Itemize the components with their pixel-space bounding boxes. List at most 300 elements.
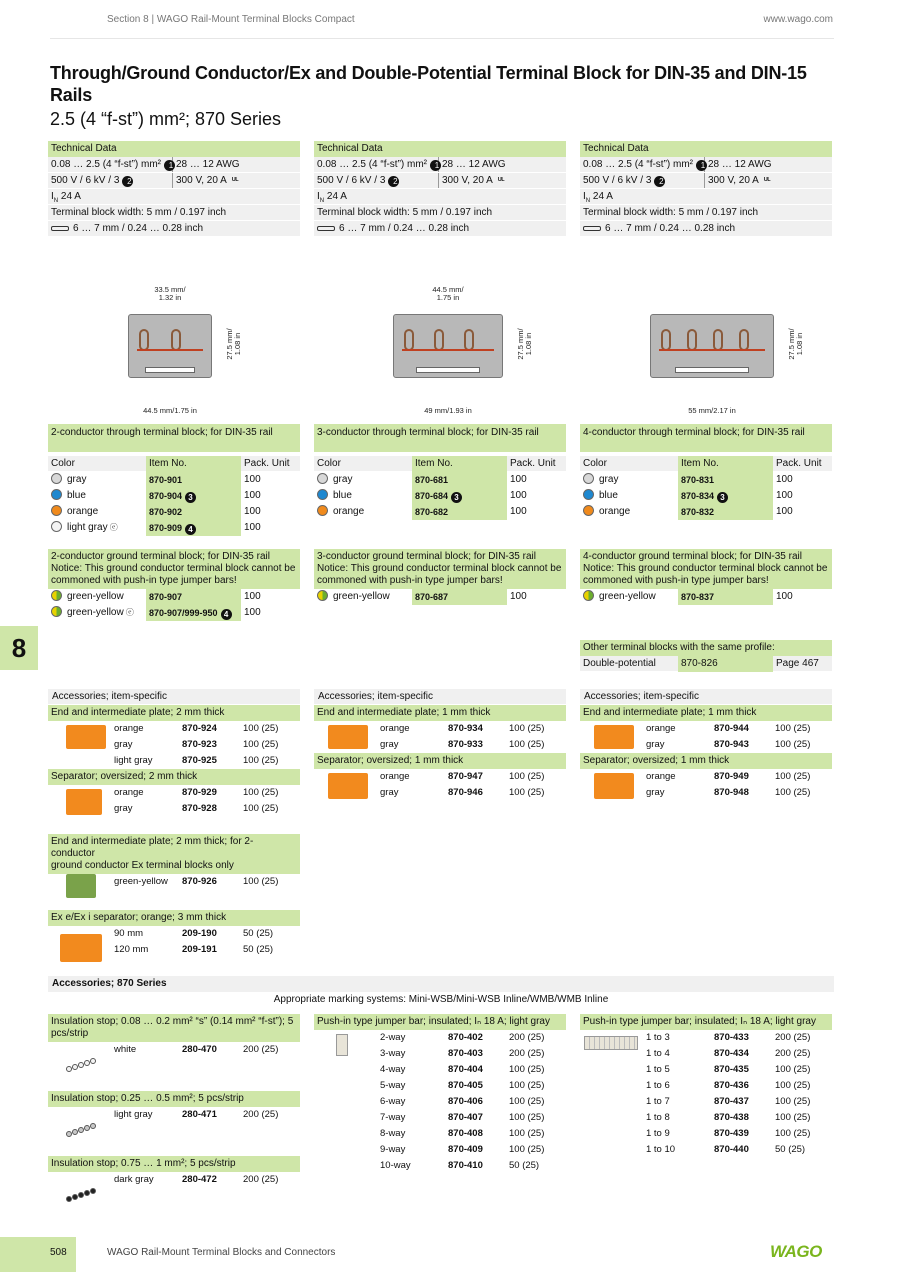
jumper-item[interactable]: 870-438 (714, 1112, 749, 1123)
jumper-item[interactable]: 870-439 (714, 1128, 749, 1139)
through-heading: 4-conductor through terminal block; for DIN-35 rail (580, 424, 832, 452)
jumper-pack: 200 (25) (775, 1032, 811, 1043)
ground-heading-line: 4-conductor ground terminal block; for DIN-35 rail (583, 551, 802, 562)
acc-color: orange (114, 787, 144, 798)
pack-unit: 100 (244, 474, 261, 485)
pack-unit: 100 (776, 591, 793, 602)
acc-color: orange (646, 723, 676, 734)
item-number[interactable] (146, 472, 241, 488)
jumper-row (314, 1094, 566, 1110)
acc-color: gray (646, 787, 665, 798)
item-number[interactable] (146, 520, 241, 536)
ins-heading (48, 1156, 300, 1172)
clamp-slot (171, 329, 181, 351)
ins-color: white (114, 1044, 137, 1055)
color-swatch (51, 590, 62, 601)
jumper-item[interactable]: 870-436 (714, 1080, 749, 1091)
item-number-text: 870-907 (149, 592, 183, 602)
acc-color: orange (114, 723, 144, 734)
jumper-row (580, 1062, 832, 1078)
tech-row-voltage (48, 173, 300, 189)
jumper-rows (314, 1030, 566, 1174)
dim-side-label: 27.5 mm/ 1.08 in (516, 328, 533, 360)
jumper-pack: 100 (25) (775, 1096, 811, 1107)
item-number-text: 870-832 (681, 507, 715, 517)
product-row (48, 488, 300, 504)
ex-plate-pack: 100 (25) (243, 876, 279, 887)
jumper-item[interactable]: 870-410 (448, 1160, 483, 1171)
busbar (137, 349, 203, 351)
clamp-slot (139, 329, 149, 351)
acc-item[interactable]: 870-933 (448, 739, 483, 750)
acc-pack: 100 (25) (509, 723, 545, 734)
note-1-icon: 1 (164, 160, 175, 171)
tech-awg: 28 … 12 AWG (708, 159, 772, 170)
acc-item[interactable]: 870-923 (182, 739, 217, 750)
insulation-stop-image (66, 1123, 300, 1141)
col-pack: Pack. Unit (776, 458, 822, 469)
product-row (48, 504, 300, 520)
insulation-stop-image (66, 1058, 300, 1076)
tech-heading: Technical Data (48, 141, 300, 157)
ins-item[interactable]: 280-471 (182, 1109, 217, 1120)
color-name: green-yellow (599, 591, 656, 602)
item-number-text: 870-831 (681, 475, 715, 485)
acc-pack: 100 (25) (509, 771, 545, 782)
insulation-stop (48, 1091, 300, 1141)
jumper-pack: 100 (25) (509, 1096, 545, 1107)
ins-heading-line: Insulation stop; 0.75 … 1 mm²; 5 pcs/strip (51, 1158, 236, 1169)
acc-color: gray (114, 803, 133, 814)
col-pack: Pack. Unit (244, 458, 290, 469)
jumper-pack: 200 (25) (509, 1048, 545, 1059)
ground-heading-line: Notice: This ground conductor terminal block cannot be (583, 563, 828, 574)
color-name: gray (599, 474, 619, 485)
acc-group (580, 721, 832, 753)
item-number[interactable] (678, 472, 773, 488)
terminal-block-image (128, 314, 212, 378)
acc-group-heading: End and intermediate plate; 1 mm thick (314, 705, 566, 721)
item-number-text: 870-904 (149, 491, 183, 501)
jumper-item[interactable]: 870-440 (714, 1144, 749, 1155)
color-swatch (583, 489, 594, 500)
jumper-item[interactable]: 870-404 (448, 1064, 483, 1075)
dim-side-label: 27.5 mm/ 1.08 in (225, 328, 242, 360)
page-title: Through/Ground Conductor/Ex and Double-Potential Terminal Block for DIN-35 and DIN-15 Rails (50, 63, 807, 105)
through-table (48, 424, 300, 536)
color-swatch (51, 606, 62, 617)
ex-separator (48, 910, 300, 958)
color-swatch (583, 473, 594, 484)
jumper-item[interactable]: 870-405 (448, 1080, 483, 1091)
acc-color: gray (380, 739, 399, 750)
ground-heading (48, 549, 300, 589)
acc-color: orange (380, 771, 410, 782)
tech-width: Terminal block width: 5 mm / 0.197 inch (317, 207, 493, 218)
jumper-pack: 100 (25) (775, 1064, 811, 1075)
ground-heading-line: Notice: This ground conductor terminal block cannot be (51, 563, 296, 574)
col-color: Color (583, 458, 607, 469)
color-swatch (317, 505, 328, 516)
jumper-ways: 1 to 10 (646, 1144, 676, 1155)
pack-unit: 100 (244, 522, 261, 533)
tech-awg: 28 … 12 AWG (176, 159, 240, 170)
tech-row-wire (314, 157, 566, 173)
tech-strip: 6 … 7 mm / 0.24 … 0.28 inch (605, 223, 736, 234)
ex-separator-image (60, 934, 102, 962)
ex-plate-image (66, 874, 96, 898)
acc-group-heading: End and intermediate plate; 1 mm thick (580, 705, 832, 721)
tech-row-strip (314, 221, 566, 237)
ins-pack: 200 (25) (243, 1044, 279, 1055)
clamp-slot (434, 329, 444, 351)
jumper-row (580, 1142, 832, 1158)
jumper-pack: 100 (25) (509, 1112, 545, 1123)
tech-row-current (580, 189, 832, 205)
rail-slot (416, 367, 481, 373)
dim-top-label: 33.5 mm/ 1.32 in (154, 285, 186, 302)
ground-table (48, 549, 300, 621)
through-table (314, 424, 566, 520)
color-name: green-yellow (333, 591, 390, 602)
note-2-icon: 2 (122, 176, 133, 187)
strip-length-icon (583, 226, 601, 231)
jumper-item[interactable]: 870-434 (714, 1048, 749, 1059)
tech-voltage: 500 V / 6 kV / 3 2 (580, 173, 705, 188)
other-row (580, 656, 832, 672)
color-swatch (317, 489, 328, 500)
acc-color: orange (646, 771, 676, 782)
note-icon: 3 (451, 492, 462, 503)
acc-item[interactable]: 870-925 (182, 755, 217, 766)
jumper-pack: 100 (25) (509, 1064, 545, 1075)
acc-item[interactable]: 870-946 (448, 787, 483, 798)
jumper-ways: 1 to 6 (646, 1080, 670, 1091)
busbar (659, 349, 765, 351)
pack-unit: 100 (776, 474, 793, 485)
dim-bottom-label: 55 mm/2.17 in (688, 406, 736, 415)
ins-item[interactable]: 280-470 (182, 1044, 217, 1055)
dim-top-label: 44.5 mm/ 1.75 in (432, 285, 464, 302)
clamp-slot (739, 329, 749, 351)
accessories-specific (580, 689, 832, 801)
tech-strip: 6 … 7 mm / 0.24 … 0.28 inch (73, 223, 204, 234)
tech-ul-rating: 300 V, 20 A ᵁᴸ (176, 175, 239, 186)
jumper-ways: 9-way (380, 1144, 406, 1155)
other-heading: Other terminal blocks with the same profile: (580, 640, 832, 656)
item-number-text: 870-902 (149, 507, 183, 517)
color-cell (314, 504, 364, 520)
tech-row-wire (580, 157, 832, 173)
ground-heading-line: commoned with push-in type jumper bars! (51, 575, 237, 586)
ins-heading-line: pcs/strip (51, 1028, 89, 1039)
through-heading: 2-conductor through terminal block; for DIN-35 rail (48, 424, 300, 452)
acc-item[interactable]: 870-948 (714, 787, 749, 798)
end-plate-image (66, 725, 106, 749)
acc-pack: 100 (25) (775, 787, 811, 798)
acc-row (48, 753, 300, 769)
jumper-bar-table (314, 1014, 566, 1174)
acc-pack: 100 (25) (243, 723, 279, 734)
tech-ul-rating: 300 V, 20 A ᵁᴸ (708, 175, 771, 186)
item-number[interactable] (412, 472, 507, 488)
column-header-row (314, 456, 566, 472)
ground-heading-line: 3-conductor ground terminal block; for DIN-35 rail (317, 551, 536, 562)
jumper-row (314, 1158, 566, 1174)
acc-group-heading: End and intermediate plate; 2 mm thick (48, 705, 300, 721)
acc-item[interactable]: 870-949 (714, 771, 749, 782)
dim-bottom-label: 44.5 mm/1.75 in (143, 406, 197, 415)
color-swatch (317, 590, 328, 601)
acc-heading: Accessories; item-specific (48, 689, 300, 705)
color-cell (48, 504, 98, 520)
current-label: $I_N$ (317, 191, 325, 204)
product-row (314, 589, 566, 605)
product-row (48, 589, 300, 605)
color-name: blue (599, 490, 618, 501)
end-plate-image (328, 725, 368, 749)
color-swatch (51, 473, 62, 484)
clamp-slot (687, 329, 697, 351)
acc-pack: 100 (25) (243, 739, 279, 750)
jumper-item[interactable]: 870-437 (714, 1096, 749, 1107)
color-swatch (51, 489, 62, 500)
clamp-slot (404, 329, 414, 351)
tech-wire-range: 0.08 … 2.5 (4 “f-st”) mm² 1 (580, 157, 705, 172)
ground-heading-line: commoned with push-in type jumper bars! (317, 575, 503, 586)
jumper-pack: 100 (25) (775, 1080, 811, 1091)
color-name: green-yellow (67, 607, 124, 618)
insulation-stop (48, 1014, 300, 1076)
note-icon: 4 (221, 609, 232, 620)
note-2-icon: 2 (654, 176, 665, 187)
tech-heading: Technical Data (580, 141, 832, 157)
product-row (314, 504, 566, 520)
item-number[interactable] (146, 589, 241, 605)
other-blocks (580, 640, 832, 672)
tech-row-current (48, 189, 300, 205)
jumper-item[interactable]: 870-402 (448, 1032, 483, 1043)
acc-group (48, 721, 300, 769)
jumper-row (314, 1046, 566, 1062)
acc870-heading: Accessories; 870 Series (48, 976, 834, 992)
acc-color: gray (114, 739, 133, 750)
dim-bottom-label: 49 mm/1.93 in (424, 406, 472, 415)
strip-length-icon (51, 226, 69, 231)
item-number[interactable] (412, 504, 507, 520)
note-1-icon: 1 (430, 160, 441, 171)
acc-item[interactable]: 870-928 (182, 803, 217, 814)
tech-table (580, 141, 832, 237)
color-name: light gray (67, 522, 108, 533)
col-item: Item No. (146, 456, 241, 472)
ins-color: light gray (114, 1109, 153, 1120)
jumper-pack: 200 (25) (775, 1048, 811, 1059)
col-item: Item No. (678, 456, 773, 472)
item-number-text: 870-907/999-950 (149, 608, 218, 618)
jumper-bar-image (584, 1036, 638, 1050)
item-number[interactable] (678, 488, 773, 504)
tech-row-width (314, 205, 566, 221)
color-cell (314, 488, 352, 504)
jumper-pack: 100 (25) (775, 1128, 811, 1139)
acc-pack: 100 (25) (243, 755, 279, 766)
jumper-ways: 1 to 7 (646, 1096, 670, 1107)
header-url[interactable]: www.wago.com (763, 14, 833, 25)
ex-sep-heading: Ex e/Ex i separator; orange; 3 mm thick (48, 910, 300, 926)
column-header-row (580, 456, 832, 472)
item-number[interactable] (412, 589, 507, 605)
tech-current: 24 A (326, 191, 347, 202)
item-number[interactable] (678, 504, 773, 520)
acc-color: gray (380, 787, 399, 798)
insulation-stop-image (66, 1188, 300, 1206)
acc-pack: 100 (25) (243, 803, 279, 814)
color-swatch (317, 473, 328, 484)
jumper-item[interactable]: 870-409 (448, 1144, 483, 1155)
ins-color: dark gray (114, 1174, 154, 1185)
color-name: orange (333, 506, 365, 517)
pack-unit: 100 (244, 506, 261, 517)
jumper-item[interactable]: 870-403 (448, 1048, 483, 1059)
ex-plate-line1: End and intermediate plate; 2 mm thick; for 2-conductor (51, 836, 254, 859)
item-number[interactable] (146, 504, 241, 520)
accessories-specific (314, 689, 566, 801)
ex-plate-item: 870-926 (182, 876, 217, 887)
acc-pack: 100 (25) (243, 787, 279, 798)
jumper-ways: 5-way (380, 1080, 406, 1091)
ex-mark-icon: ⓔ (123, 608, 134, 617)
jumper-item[interactable]: 870-435 (714, 1064, 749, 1075)
product-row (314, 472, 566, 488)
color-name: green-yellow (67, 591, 124, 602)
acc-item[interactable]: 870-934 (448, 723, 483, 734)
tech-strip: 6 … 7 mm / 0.24 … 0.28 inch (339, 223, 470, 234)
note-icon: 4 (185, 524, 196, 535)
acc-group (314, 721, 566, 753)
section-tab[interactable]: 8 (0, 626, 38, 670)
jumper-ways: 1 to 8 (646, 1112, 670, 1123)
page-number: 508 (50, 1247, 67, 1258)
product-row (48, 520, 300, 536)
jumper-item[interactable]: 870-406 (448, 1096, 483, 1107)
tech-row-strip (48, 221, 300, 237)
jumper-ways: 10-way (380, 1160, 411, 1171)
ul-mark-icon: ᵁᴸ (229, 176, 239, 185)
product-row (580, 488, 832, 504)
color-cell (48, 520, 118, 536)
acc-item[interactable]: 870-947 (448, 771, 483, 782)
ex-sep-item[interactable]: 209-190 (182, 928, 217, 939)
jumper-ways: 6-way (380, 1096, 406, 1107)
jumper-pack: 100 (25) (509, 1080, 545, 1091)
jumper-row (314, 1030, 566, 1046)
color-name: gray (67, 474, 87, 485)
jumper-row (314, 1110, 566, 1126)
tech-row-width (580, 205, 832, 221)
acc-pack: 100 (25) (775, 723, 811, 734)
jumper-bar-image (336, 1034, 348, 1056)
acc-item[interactable]: 870-929 (182, 787, 217, 798)
jumper-pack: 50 (25) (509, 1160, 540, 1171)
ex-sep-item[interactable]: 209-191 (182, 944, 217, 955)
tech-wire-range: 0.08 … 2.5 (4 “f-st”) mm² 1 (48, 157, 173, 172)
ground-heading (580, 549, 832, 589)
jumper-pack: 100 (25) (509, 1128, 545, 1139)
item-number[interactable] (678, 589, 773, 605)
ex-sep-length: 120 mm (114, 944, 149, 955)
other-item: 870-826 (678, 656, 773, 672)
ins-pack: 200 (25) (243, 1109, 279, 1120)
pack-unit: 100 (244, 490, 261, 501)
acc-item[interactable]: 870-924 (182, 723, 217, 734)
jumper-ways: 1 to 5 (646, 1064, 670, 1075)
acc-item[interactable]: 870-944 (714, 723, 749, 734)
color-swatch (51, 521, 62, 532)
color-cell (580, 589, 656, 605)
header-section: Section 8 | WAGO Rail-Mount Terminal Blocks Compact (107, 14, 355, 25)
ul-mark-icon: ᵁᴸ (495, 176, 505, 185)
item-number[interactable] (412, 488, 507, 504)
jumper-item[interactable]: 870-433 (714, 1032, 749, 1043)
strip-length-icon (317, 226, 335, 231)
ex-sep-pack: 50 (25) (243, 944, 274, 955)
jumper-item[interactable]: 870-407 (448, 1112, 483, 1123)
jumper-row (580, 1094, 832, 1110)
separator-image (594, 773, 634, 799)
jumper-item[interactable]: 870-408 (448, 1128, 483, 1139)
item-number[interactable] (146, 605, 241, 621)
dim-side-label: 27.5 mm/ 1.08 in (787, 328, 804, 360)
terminal-block-image (650, 314, 774, 378)
jumper-row (580, 1126, 832, 1142)
other-page-link[interactable]: Page 467 (776, 658, 819, 669)
ex-mark-icon: ⓔ (107, 523, 118, 532)
ground-heading-line: Notice: This ground conductor terminal block cannot be (317, 563, 562, 574)
product-row (48, 472, 300, 488)
jumper-ways: 1 to 3 (646, 1032, 670, 1043)
header-divider (50, 38, 834, 39)
footer-text: WAGO Rail-Mount Terminal Blocks and Connectors (107, 1247, 336, 1258)
jumper-heading: Push-in type jumper bar; insulated; Iₙ 18 A; light gray (314, 1014, 566, 1030)
jumper-row (314, 1078, 566, 1094)
item-number-text: 870-909 (149, 523, 183, 533)
jumper-ways: 4-way (380, 1064, 406, 1075)
color-cell (580, 504, 630, 520)
jumper-pack: 100 (25) (509, 1144, 545, 1155)
acc-pack: 100 (25) (509, 787, 545, 798)
color-swatch (583, 505, 594, 516)
note-icon: 3 (717, 492, 728, 503)
busbar (402, 349, 494, 351)
item-number-text: 870-837 (681, 592, 715, 602)
acc-pack: 100 (25) (775, 739, 811, 750)
acc-item[interactable]: 870-943 (714, 739, 749, 750)
tech-heading: Technical Data (314, 141, 566, 157)
ins-item[interactable]: 280-472 (182, 1174, 217, 1185)
color-name: orange (599, 506, 631, 517)
ins-pack: 200 (25) (243, 1174, 279, 1185)
item-number[interactable] (146, 488, 241, 504)
note-1-icon: 1 (696, 160, 707, 171)
pack-unit: 100 (510, 506, 527, 517)
col-color: Color (317, 458, 341, 469)
jumper-bar-table (580, 1014, 832, 1158)
color-cell (48, 605, 134, 621)
product-row (314, 488, 566, 504)
other-name: Double-potential (583, 658, 656, 669)
pack-unit: 100 (510, 591, 527, 602)
